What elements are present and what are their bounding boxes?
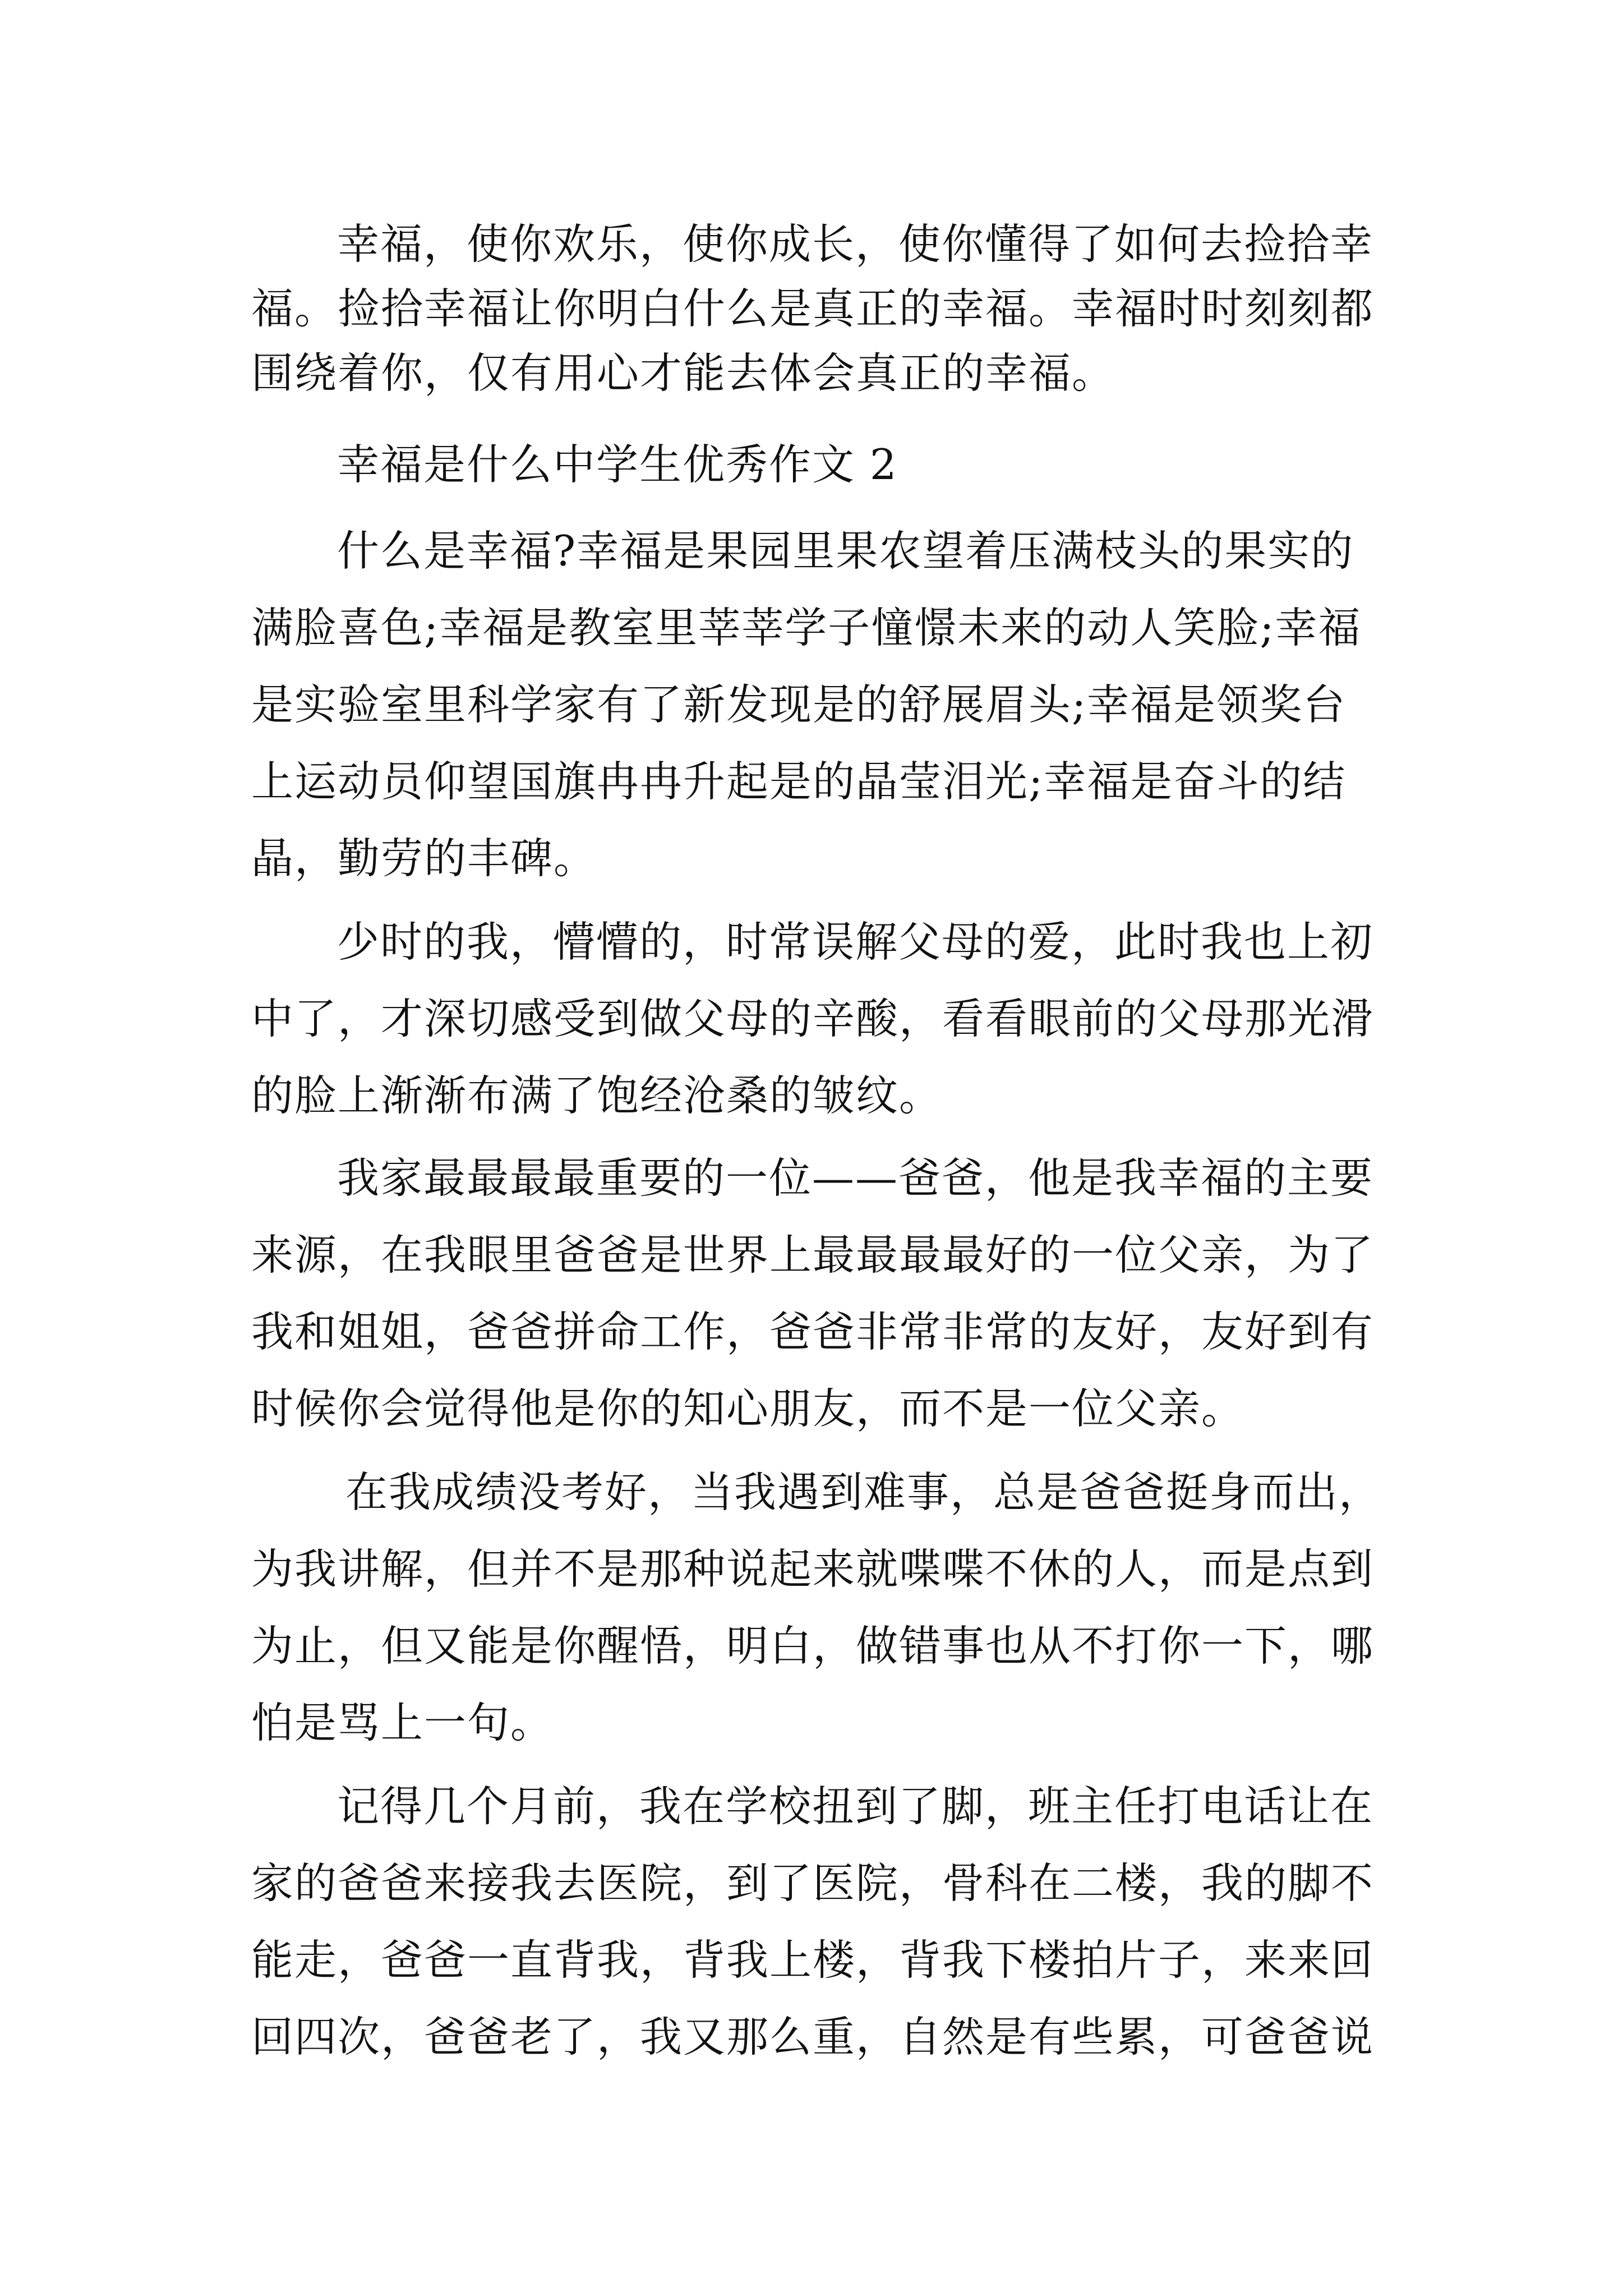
paragraph-line: 幸福，使你欢乐，使你成长，使你懂得了如何去捡拾幸 (337, 219, 1374, 269)
paragraph-line: 晶，勤劳的丰碑。 (251, 834, 597, 883)
section-title: 幸福是什么中学生优秀作文 2 (337, 440, 898, 489)
paragraph-line: 福。捡拾幸福让你明白什么是真正的幸福。幸福时时刻刻都 (251, 284, 1375, 333)
paragraph-line: 来源，在我眼里爸爸是世界上最最最最好的一位父亲，为了 (251, 1230, 1375, 1280)
paragraph-line: 记得几个月前，我在学校扭到了脚，班主任打电话让在 (337, 1782, 1374, 1831)
paragraph-line: 为止，但又能是你醒悟，明白，做错事也从不打你一下，哪 (251, 1621, 1375, 1671)
paragraph-line: 怕是骂上一句。 (251, 1698, 554, 1747)
paragraph-line: 的脸上渐渐布满了饱经沧桑的皱纹。 (251, 1071, 943, 1120)
paragraph-line: 能走，爸爸一直背我，背我上楼，背我下楼拍片子，来来回 (251, 1935, 1375, 1985)
paragraph-line: 是实验室里科学家有了新发现是的舒展眉头;幸福是领奖台 (251, 680, 1347, 729)
paragraph-line: 少时的我，懵懵的，时常误解父母的爱，此时我也上初 (337, 917, 1374, 967)
paragraph-line: 回四次，爸爸老了，我又那么重，自然是有些累，可爸爸说 (251, 2012, 1375, 2062)
paragraph-line: 围绕着你，仅有用心才能去体会真正的幸福。 (251, 348, 1115, 398)
paragraph-line: 时候你会觉得他是你的知心朋友，而不是一位父亲。 (251, 1384, 1245, 1433)
paragraph-line: 上运动员仰望国旗冉冉升起是的晶莹泪光;幸福是奋斗的结 (251, 757, 1347, 806)
paragraph-line: 什么是幸福?幸福是果园里果农望着压满枝头的果实的 (337, 526, 1354, 576)
paragraph-line: 在我成绩没考好，当我遇到难事，总是爸爸挺身而出， (345, 1467, 1382, 1517)
paragraph-line: 我家最最最最重要的一位——爸爸，他是我幸福的主要 (337, 1153, 1374, 1203)
paragraph-line: 中了，才深切感受到做父母的辛酸，看看眼前的父母那光滑 (251, 994, 1375, 1043)
paragraph-line: 家的爸爸来接我去医院，到了医院，骨科在二楼，我的脚不 (251, 1858, 1375, 1908)
paragraph-line: 我和姐姐，爸爸拼命工作，爸爸非常非常的友好，友好到有 (251, 1307, 1375, 1356)
paragraph-line: 满脸喜色;幸福是教室里莘莘学子憧憬未来的动人笑脸;幸福 (251, 603, 1362, 652)
paragraph-line: 为我讲解，但并不是那种说起来就喋喋不休的人，而是点到 (251, 1544, 1375, 1594)
